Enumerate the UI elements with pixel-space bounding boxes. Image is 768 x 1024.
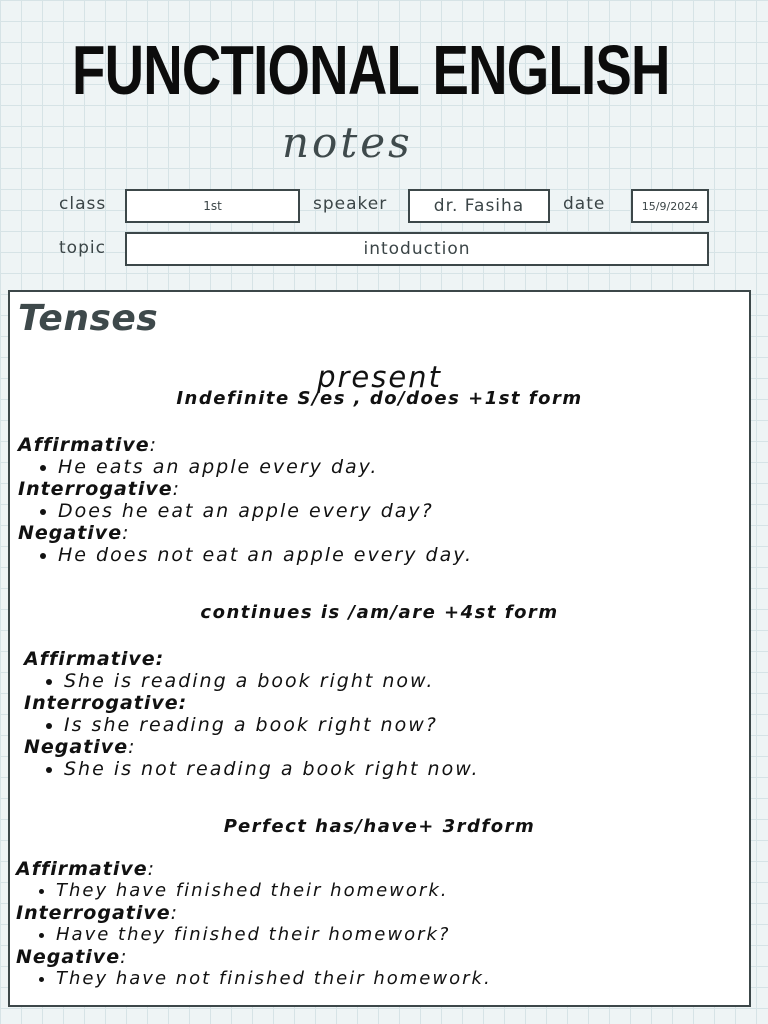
- affirmative-label: Affirmative:: [18, 434, 158, 456]
- example-interrogative: • Is she reading a book right now?: [64, 714, 749, 736]
- affirmative-label: Affirmative:: [24, 648, 165, 670]
- indefinite-examples: [18, 434, 749, 566]
- speaker-label: speaker: [313, 194, 388, 214]
- section-title: Indefinite S/es , do/does +1st form: [176, 388, 583, 409]
- negative-label: Negative:: [16, 946, 128, 968]
- notes-heading: Tenses: [18, 298, 159, 339]
- negative-label: Negative:: [18, 522, 130, 544]
- notes-panel: [8, 290, 751, 1007]
- example-affirmative: • He eats an apple every day.: [58, 456, 749, 478]
- page-subtitle: notes: [282, 118, 413, 167]
- continuous-examples: [24, 648, 749, 780]
- example-list: [16, 968, 749, 990]
- class-label: class: [59, 194, 107, 214]
- class-value: 1st: [203, 199, 222, 213]
- perfect-section: [10, 816, 749, 837]
- speaker-value: dr. Fasiha: [433, 196, 525, 216]
- example-negative: • They have not finished their homework.: [56, 968, 749, 990]
- example-affirmative: • She is reading a book right now.: [64, 670, 749, 692]
- affirmative-label: Affirmative:: [16, 858, 156, 880]
- example-list: [18, 500, 749, 522]
- example-list: [18, 456, 749, 478]
- example-interrogative: • Have they finished their homework?: [56, 924, 749, 946]
- date-field[interactable]: [631, 189, 709, 223]
- example-negative: • He does not eat an apple every day.: [58, 544, 749, 566]
- example-list: [24, 714, 749, 736]
- example-negative: • She is not reading a book right now.: [64, 758, 749, 780]
- interrogative-label: Interrogative:: [16, 902, 179, 924]
- topic-field[interactable]: [125, 232, 709, 266]
- example-list: [18, 544, 749, 566]
- interrogative-label: Interrogative:: [18, 478, 181, 500]
- example-list: [16, 924, 749, 946]
- example-interrogative: • Does he eat an apple every day?: [58, 500, 749, 522]
- example-list: [24, 670, 749, 692]
- perfect-examples: [16, 858, 749, 990]
- example-list: [24, 758, 749, 780]
- class-field[interactable]: [125, 189, 300, 223]
- date-label: date: [563, 194, 606, 214]
- topic-value: intoduction: [363, 239, 471, 259]
- section-title: Perfect has/have+ 3rdform: [223, 816, 536, 837]
- page-title: FUNCTIONAL ENGLISH: [72, 31, 670, 109]
- example-list: [16, 880, 749, 902]
- section-title: continues is /am/are +4st form: [200, 602, 559, 623]
- date-value: 15/9/2024: [641, 199, 699, 213]
- example-affirmative: • They have finished their homework.: [56, 880, 749, 902]
- tense-name: present: [317, 360, 442, 394]
- topic-label: topic: [59, 238, 106, 258]
- continuous-section: [10, 602, 749, 623]
- speaker-field[interactable]: [408, 189, 550, 223]
- negative-label: Negative:: [24, 736, 136, 758]
- indefinite-section: [10, 388, 749, 409]
- interrogative-label: Interrogative:: [24, 692, 188, 714]
